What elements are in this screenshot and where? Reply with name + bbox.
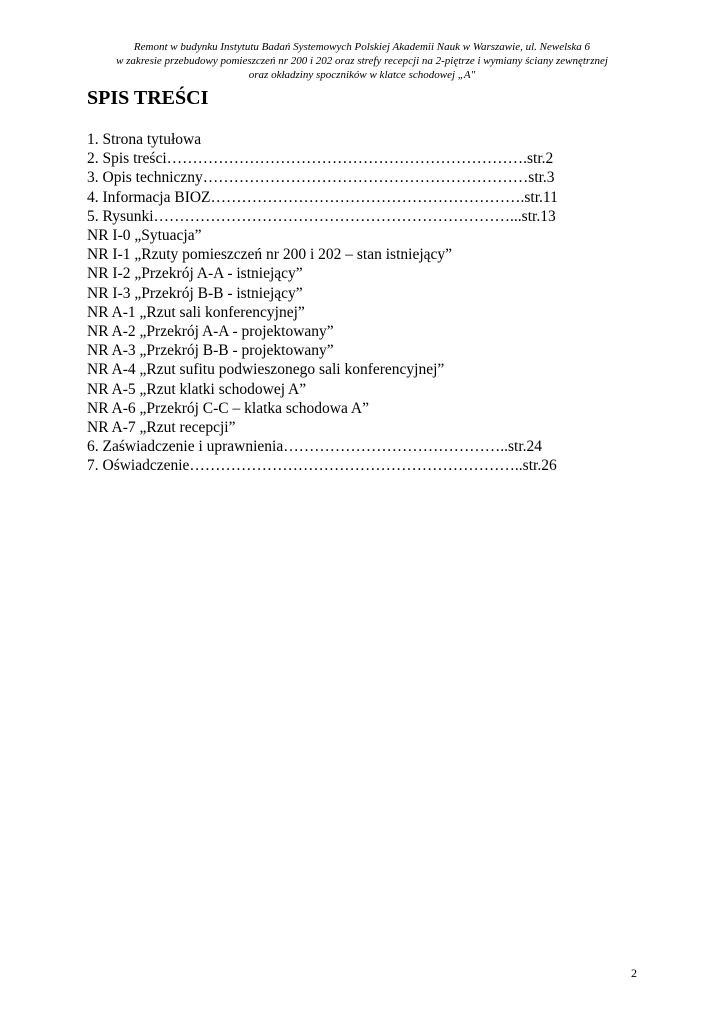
header-line: Remont w budynku Instytutu Badań Systemowych Polskiej Akademii Nauk w Warszawie, ul. Newelska 6: [133, 41, 591, 53]
toc-item: NR I-2 „Przekrój A-A - istniejący”: [87, 265, 303, 283]
document-header: [60, 40, 664, 82]
toc-item: NR A-3 „Przekrój B-B - projektowany”: [87, 342, 334, 360]
header-line: w zakresie przebudowy pomieszczeń nr 200 i 202 oraz strefy recepcji na 2-piętrze i wymiany ściany zewnętrznej: [116, 55, 608, 67]
toc-item: NR I-3 „Przekrój B-B - istniejący”: [87, 284, 303, 302]
toc-item: 1. Strona tytułowa: [87, 131, 202, 148]
page-number: 2: [631, 966, 637, 980]
toc-item: 5. Rysunki……………………………………………………………...str.13: [87, 207, 556, 225]
toc-item: 4. Informacja BIOZ…………………………………………………….str.11: [87, 188, 558, 206]
toc-item: NR A-2 „Przekrój A-A - projektowany”: [87, 323, 334, 341]
toc-item: NR I-1 „Rzuty pomieszczeń nr 200 i 202 – stan istniejący”: [87, 246, 453, 264]
toc-item: NR I-0 „Sytuacja”: [87, 227, 202, 245]
toc-item: NR A-5 „Rzut klatki schodowej A”: [87, 380, 307, 398]
toc-item: 3. Opis techniczny………………………………………………………str.3: [87, 169, 555, 187]
table-of-contents: [87, 130, 607, 476]
toc-item: 7. Oświadczenie………………………………………………………..str.26: [87, 457, 557, 475]
toc-item: NR A-4 „Rzut sufitu podwieszonego sali konferencyjnej”: [87, 361, 445, 379]
toc-item: NR A-7 „Rzut recepcji”: [87, 419, 236, 437]
toc-item: NR A-1 „Rzut sali konferencyjnej”: [87, 303, 305, 321]
toc-item: NR A-6 „Przekrój C-C – klatka schodowa A”: [87, 399, 369, 417]
toc-item: 2. Spis treści…………………………………………………………….str.2: [87, 150, 554, 168]
page-title: SPIS TREŚCI: [87, 87, 209, 109]
header-line: oraz okładziny spoczników w klatce schodowej „A": [248, 69, 476, 81]
toc-item: 6. Zaświadczenie i uprawnienia……………………………………..str.24: [87, 438, 543, 456]
